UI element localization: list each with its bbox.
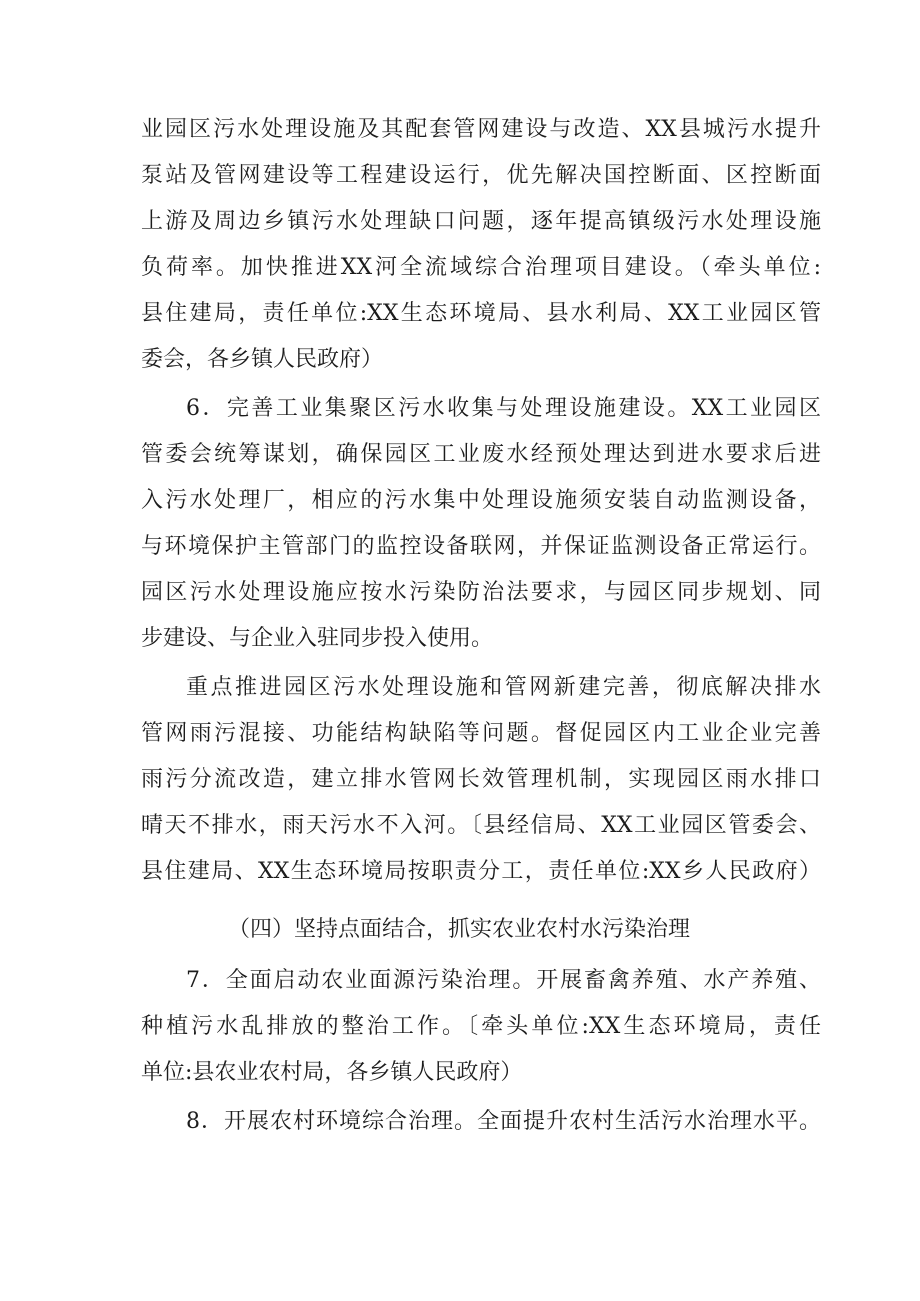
text-line: 步建设、与企业入驻同步投入使用。 (141, 626, 494, 651)
text-line: 业园区污水处理设施及其配套管网建设与改造、XX县城污水提升 (141, 117, 821, 142)
text-line: 单位:县农业农村局，各乡镇人民政府） (141, 1060, 523, 1085)
text-line: 负荷率。加快推进XX河全流域综合治理项目建设。（牵头单位: (141, 255, 821, 280)
text-line: 上游及周边乡镇污水处理缺口问题，逐年提高镇级污水处理设施 (141, 209, 821, 234)
text-line: 管委会统筹谋划，确保园区工业废水经预处理达到进水要求后进 (141, 442, 821, 467)
text-line: 晴天不排水，雨天污水不入河。〔县经信局、XX工业园区管委会、 (141, 813, 821, 838)
text-line: 入污水处理厂，相应的污水集中处理设施须安装自动监测设备， (141, 488, 821, 513)
section-heading: （四）坚持点面结合，抓实农业农村水污染治理 (228, 917, 691, 942)
text-line: 县住建局，责任单位:XX生态环境局、县水利局、XX工业园区管 (141, 301, 821, 326)
text-line: 6．完善工业集聚区污水收集与处理设施建设。XX工业园区 (186, 396, 821, 421)
text-line: 重点推进园区污水处理设施和管网新建完善，彻底解决排水 (186, 675, 821, 700)
text-line: 泵站及管网建设等工程建设运行，优先解决国控断面、区控断面 (141, 163, 821, 188)
text-line: 种植污水乱排放的整治工作。〔牵头单位:XX生态环境局，责任 (141, 1014, 821, 1039)
text-line: 园区污水处理设施应按水污染防治法要求，与园区同步规划、同 (141, 580, 821, 605)
text-line: 管网雨污混接、功能结构缺陷等问题。督促园区内工业企业完善 (141, 721, 821, 746)
text-line: 雨污分流改造，建立排水管网长效管理机制，实现园区雨水排口 (141, 767, 821, 792)
text-line: 委会，各乡镇人民政府） (141, 347, 384, 372)
text-line: 与环境保护主管部门的监控设备联网，并保证监测设备正常运行。 (141, 534, 821, 559)
text-line: 7．全面启动农业面源污染治理。开展畜禽养殖、水产养殖、 (186, 968, 821, 993)
text-line: 县住建局、XX生态环境局按职责分工，责任单位:XX乡人民政府） (141, 859, 821, 884)
text-line: 8．开展农村环境综合治理。全面提升农村生活污水治理水平。 (186, 1109, 821, 1134)
